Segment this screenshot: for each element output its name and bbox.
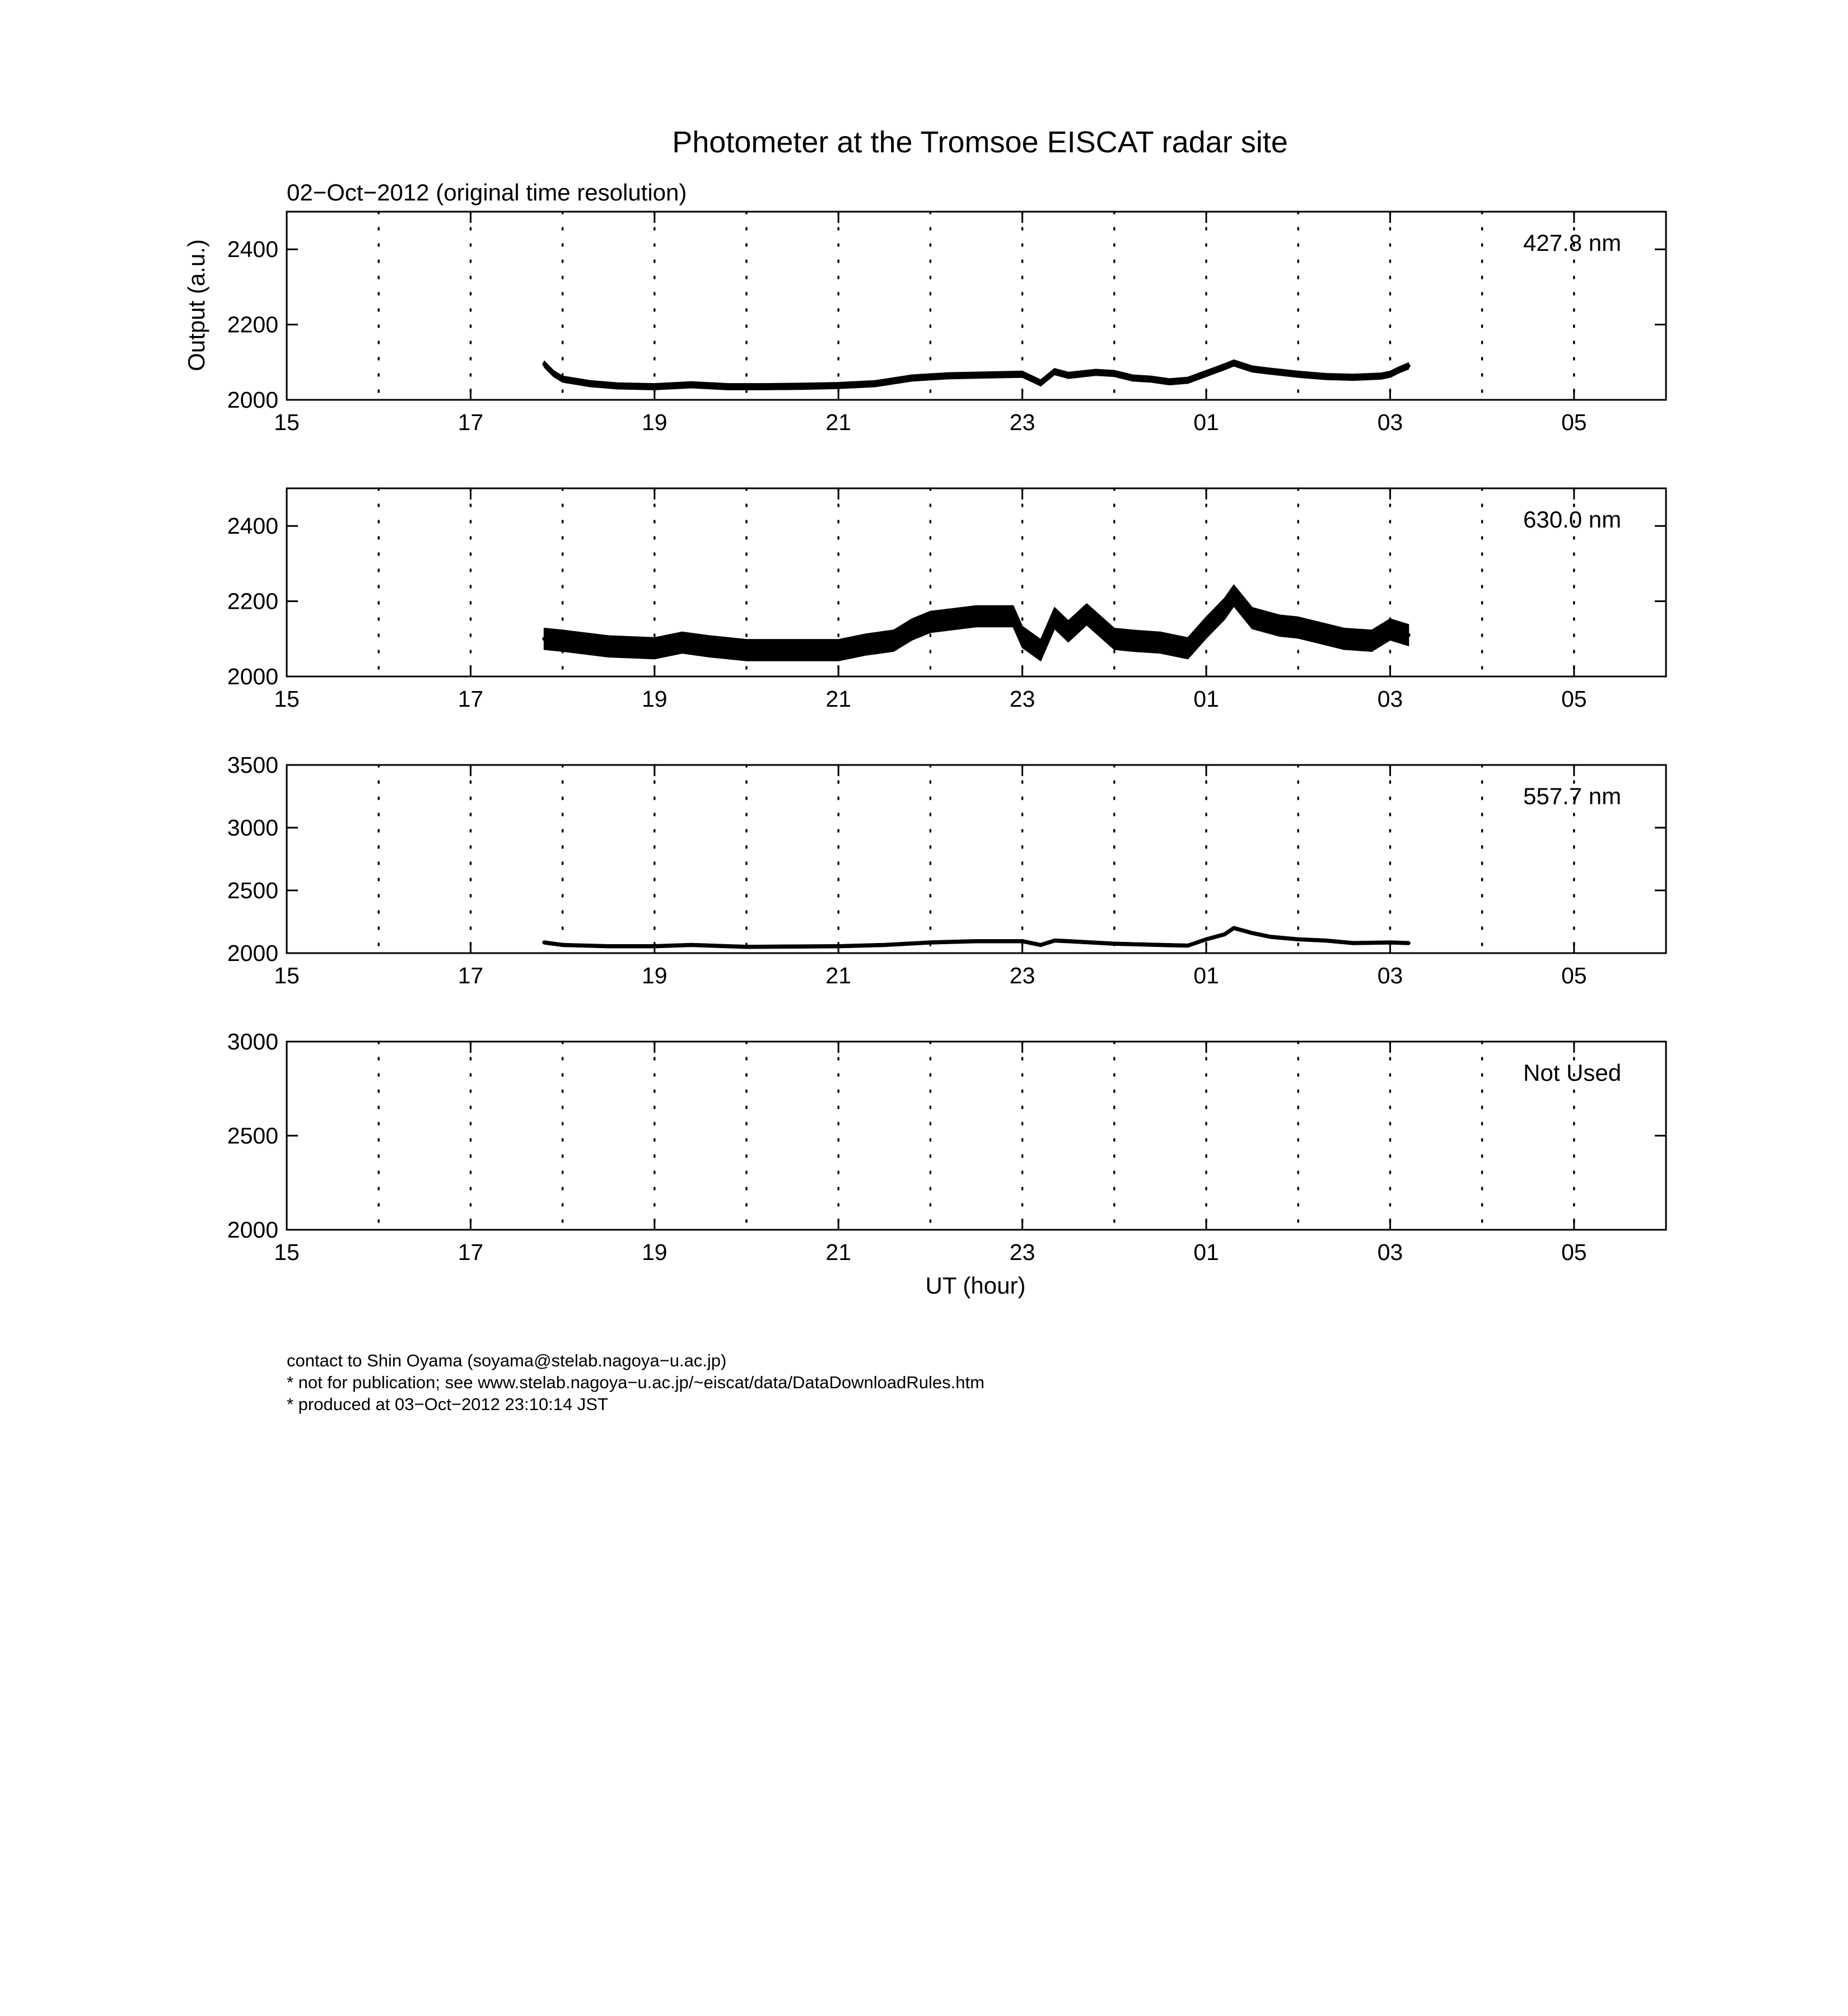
y-tick-label: 2000 (227, 1217, 278, 1243)
footer-contact: contact to Shin Oyama (soyama@stelab.nagoya−u.ac.jp) (287, 1351, 727, 1370)
y-tick-label: 2400 (227, 236, 278, 263)
panel-label: 630.0 nm (1523, 506, 1622, 533)
x-axis-label: UT (hour) (925, 1272, 1026, 1299)
x-tick-label: 15 (274, 963, 300, 988)
x-tick-label: 23 (1009, 1239, 1035, 1265)
panels-group (227, 212, 1666, 1265)
x-tick-label: 21 (825, 963, 852, 988)
x-tick-label: 19 (641, 409, 668, 435)
panel-3 (227, 752, 1666, 988)
panel-4 (227, 1029, 1666, 1265)
axes-frame (287, 765, 1666, 953)
y-tick-label: 2000 (227, 940, 278, 966)
x-tick-label: 03 (1377, 1239, 1403, 1265)
y-tick-label: 2500 (227, 1123, 278, 1149)
axes-frame (287, 488, 1666, 676)
axes-frame (287, 212, 1666, 400)
x-tick-label: 01 (1193, 963, 1219, 988)
x-tick-label: 23 (1009, 686, 1035, 712)
x-tick-label: 05 (1561, 963, 1587, 988)
panel-label: 427.8 nm (1523, 230, 1622, 256)
y-tick-label: 2000 (227, 387, 278, 413)
x-tick-label: 17 (458, 1239, 484, 1265)
y-tick-label: 2000 (227, 664, 278, 689)
x-tick-label: 01 (1193, 1239, 1219, 1265)
footer-produced: * produced at 03−Oct−2012 23:10:14 JST (287, 1394, 608, 1414)
x-tick-label: 19 (641, 1239, 668, 1265)
x-tick-label: 03 (1377, 409, 1403, 435)
x-tick-label: 21 (825, 686, 852, 712)
x-tick-label: 05 (1561, 686, 1587, 712)
x-tick-label: 15 (274, 686, 300, 712)
x-tick-label: 21 (825, 409, 852, 435)
x-tick-label: 01 (1193, 686, 1219, 712)
x-tick-label: 23 (1009, 963, 1035, 988)
x-tick-label: 17 (458, 409, 484, 435)
x-tick-label: 23 (1009, 409, 1035, 435)
figure-title: Photometer at the Tromsoe EISCAT radar site (672, 125, 1288, 159)
series-line (544, 928, 1408, 947)
y-tick-label: 2200 (227, 311, 278, 338)
panel-label: 557.7 nm (1523, 783, 1622, 809)
y-tick-label: 3000 (227, 1029, 278, 1054)
x-tick-label: 01 (1193, 409, 1219, 435)
x-tick-label: 05 (1561, 1239, 1587, 1265)
y-tick-label: 3500 (227, 752, 278, 778)
x-tick-label: 21 (825, 1239, 852, 1265)
x-tick-label: 19 (641, 963, 668, 988)
panel-label: Not Used (1523, 1060, 1622, 1086)
x-tick-label: 17 (458, 963, 484, 988)
x-tick-label: 19 (641, 686, 668, 712)
x-tick-label: 03 (1377, 963, 1403, 988)
axes-frame (287, 1042, 1666, 1230)
x-tick-label: 03 (1377, 686, 1403, 712)
series-band (544, 585, 1408, 661)
footer-notice: * not for publication; see www.stelab.nagoya−u.ac.jp/~eiscat/data/DataDownloadRules.htm (287, 1373, 984, 1392)
y-axis-label: Output (a.u.) (183, 239, 209, 371)
x-tick-label: 05 (1561, 409, 1587, 435)
x-tick-label: 17 (458, 686, 484, 712)
x-tick-label: 15 (274, 1239, 300, 1265)
y-tick-label: 2400 (227, 513, 278, 539)
panel-2 (227, 488, 1666, 712)
y-tick-label: 2200 (227, 588, 278, 614)
figure-subtitle: 02−Oct−2012 (original time resolution) (287, 179, 687, 206)
y-tick-label: 3000 (227, 815, 278, 841)
y-tick-label: 2500 (227, 878, 278, 903)
x-tick-label: 15 (274, 409, 300, 435)
panel-1 (227, 212, 1666, 435)
